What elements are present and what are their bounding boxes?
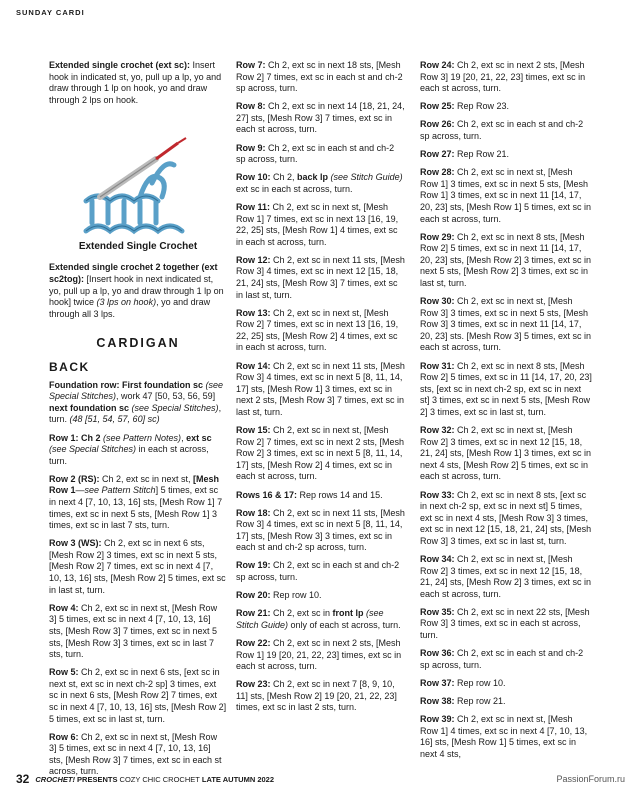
row-38: Row 38: Rep row 21. (420, 695, 506, 706)
heading-cardigan: CARDIGAN (96, 336, 180, 351)
row-27: Row 27: Rep Row 21. (420, 149, 510, 160)
ext-sc-illustration (78, 113, 198, 243)
column-3 (420, 60, 592, 767)
column-2 (236, 60, 406, 721)
footer-title: COZY CHIC CROCHET (119, 775, 200, 784)
paragraph-ext-sc: Extended single crochet (ext sc): Insert hook in indicated st, yo, pull up a lp, yo and draw through 1 lp on hook, yo and draw through 2 lps on hook. (49, 60, 222, 105)
row-20: Row 20: Rep row 10. (236, 590, 322, 601)
row-36: Row 36: Ch 2, ext sc in each st and ch-2 sp across, turn. (420, 648, 584, 670)
row-11: Row 11: Ch 2, ext sc in next st, [Mesh Row 1] 7 times, ext sc in next 13 [16, 19, 22, 25] sts, [Mesh Row 1] 4 times, ext sc in each st across, turn. (236, 201, 399, 247)
row-37: Row 37: Rep row 10. (420, 677, 506, 688)
row-24: Row 24: Ch 2, ext sc in next 2 sts, [Mesh Row 3] 19 [20, 21, 22, 23] times, ext sc in each st across, turn. (420, 60, 586, 94)
row-26: Row 26: Ch 2, ext sc in each st and ch-2 sp across, turn. (420, 119, 584, 141)
row-12: Row 12: Ch 2, ext sc in next 11 sts, [Mesh Row 3] 4 times, ext sc in next 12 [15, 18, 21, 24] sts, [Mesh Row 3] 7 times, ext sc in last st, turn. (236, 254, 405, 300)
stitch-diagram (49, 113, 227, 243)
row-19: Row 19: Ch 2, ext sc in each st and ch-2 sp across, turn. (236, 560, 400, 583)
row-10: Row 10: Ch 2, back lp (see Stitch Guide) ext sc in each st across, turn. (236, 172, 403, 194)
row-15: Row 15: Ch 2, ext sc in next st, [Mesh Row 2] 7 times, ext sc in next 2 sts, [Mesh Row 2] 3 times, ext sc in next 5 [8, 11, 14, 17] sts, [Mesh Row 2] 4 times, ext sc in each st across, turn. (236, 425, 405, 482)
page-footer: 32 CROCHET! PRESENTS COZY CHIC CROCHET LATE AUTUMN 2022 (16, 772, 275, 786)
row-1: Row 1: Ch 2 (see Pattern Notes), ext sc (see Special Stitches) in each st across, turn. (49, 432, 212, 466)
footer-issue: LATE AUTUMN 2022 (199, 775, 275, 784)
row-34: Row 34: Ch 2, ext sc in next st, [Mesh Row 2] 3 times, ext sc in next 12 [15, 18, 21, 24] sts, [Mesh Row 2] 3 times, ext sc in each st across, turn. (420, 553, 592, 599)
column-1 (49, 60, 227, 785)
section-header: SUNDAY CARDI (16, 8, 85, 17)
row-3: Row 3 (WS): Ch 2, ext sc in next 6 sts, [Mesh Row 2] 3 times, ext sc in next 5 sts, [Mesh Row 2] 7 times, ext sc in next 4 [7, 10, 13, 16] sts, [Mesh Row 2] 5 times, ext sc in last st, turn. (49, 538, 226, 595)
rows-16-17: Rows 16 & 17: Rep rows 14 and 15. (236, 489, 383, 500)
row-35: Row 35: Ch 2, ext sc in next 22 sts, [Mesh Row 3] 3 times, ext sc in each st across, turn. (420, 606, 590, 641)
row-14: Row 14: Ch 2, ext sc in next 11 sts, [Mesh Row 3] 4 times, ext sc in next 5 [8, 11, 14, 17] sts, [Mesh Row 1] 3 times, ext sc in next 2 sts, [Mesh Row 3] 7 times, ext sc in last st, turn. (236, 360, 405, 417)
row-25: Row 25: Rep Row 23. (420, 101, 510, 112)
row-9: Row 9: Ch 2, ext sc in each st and ch-2 sp across, turn. (236, 142, 395, 165)
heading-back: BACK (49, 360, 90, 375)
diagram-caption: Extended Single Crochet (78, 240, 198, 252)
row-21: Row 21: Ch 2, ext sc in front lp (see Stitch Guide) only of each st across, turn. (236, 608, 401, 630)
row-39: Row 39: Ch 2, ext sc in next st, [Mesh Row 1] 4 times, ext sc in next 4 [7, 10, 13, 16] sts, [Mesh Row 1] 5 times, ext sc in next 4 sts, (420, 714, 588, 759)
row-22: Row 22: Ch 2, ext sc in next 2 sts, [Mesh Row 1] 19 [20, 21, 22, 23] times, ext sc in each st across, turn. (236, 637, 402, 672)
page-number: 32 (16, 772, 30, 786)
row-8: Row 8: Ch 2, ext sc in next 14 [18, 21, 24, 27] sts, [Mesh Row 3] 7 times, ext sc in each st across, turn. (236, 101, 405, 135)
row-30: Row 30: Ch 2, ext sc in next st, [Mesh Row 3] 3 times, ext sc in next 5 sts, [Mesh Row 3] 3 times, ext sc in next 11 [14, 17, 20, 23] sts. [Mesh Row 3] 5 times, ext sc in each st across, turn. (420, 296, 592, 353)
row-29: Row 29: Ch 2, ext sc in next 8 sts, [Mesh Row 2] 5 times, ext sc in next 11 [14, 17, 20, 23] sts, [Mesh Row 2] 3 times, ext sc in next 5 sts, [Mesh Row 2] 3 times, ext sc in last st, turn. (420, 231, 592, 288)
row-23: Row 23: Ch 2, ext sc in next 7 [8, 9, 10, 11] sts, [Mesh Row 2] 19 [20, 21, 22, 23] times, ext sc in last 2 sts, turn. (236, 679, 397, 713)
row-7: Row 7: Ch 2, ext sc in next 18 sts, [Mesh Row 2] 7 times, ext sc in each st and ch-2 sp across, turn. (236, 60, 403, 94)
row-31: Row 31: Ch 2, ext sc in next 8 sts, [Mesh Row 2] 5 times, ext sc in 11 [14, 17, 20, 23] sts, [ext sc in next ch-2 sp, ext sc in next st] 3 times, ext sc in next 5 sts, [Mesh Row 2] 3 times, ext sc in last st, turn. (420, 360, 592, 417)
row-13: Row 13: Ch 2, ext sc in next st, [Mesh Row 2] 7 times, ext sc in next 13 [16, 19, 22, 25] sts, [Mesh Row 2] 4 times, ext sc in each st across, turn. (236, 307, 399, 353)
row-5: Row 5: Ch 2, ext sc in next 6 sts, [ext sc in next st, ext sc in next ch-2 sp] 3 times, ext sc in next 6 sts, [Mesh Row 2] 7 times, ext sc in next 4 [7, 10, 13, 16] sts, [Mesh Row 2] 5 times, ext sc in last st, turn. (49, 667, 227, 724)
paragraph-ext-sc2tog: Extended single crochet 2 together (ext sc2tog): [Insert hook in next indicated st, yo, pull up a lp, yo and draw through 1 lp on hook] twice (3 lps on hook), yo and draw through all 3 lps. (49, 262, 224, 319)
row-4: Row 4: Ch 2, ext sc in next st, [Mesh Row 3] 5 times, ext sc in next 4 [7, 10, 13, 16] sts, [Mesh Row 3] 7 times, ext sc in next 5 sts, [Mesh Row 3] 3 times, ext sc in last 7 sts, turn. (49, 602, 218, 660)
row-18: Row 18: Ch 2, ext sc in next 11 sts, [Mesh Row 3] 4 times, ext sc in next 5 [8, 11, 14, 17] sts, [Mesh Row 3] 3 times, ext sc in each st and ch-2 sp across, turn. (236, 507, 405, 553)
row-33: Row 33: Ch 2, ext sc in next 8 sts, [ext sc in next ch-2 sp, ext sc in next st] 5 times, ext sc in next 4 sts, [Mesh Row 3] 3 times, ext sc in next 12 [15, 18, 21, 24] sts, [Mesh Row 3] 3 times, ext sc in last st, turn. (420, 489, 592, 546)
watermark: PassionForum.ru (556, 774, 625, 784)
row-28: Row 28: Ch 2, ext sc in next st, [Mesh Row 1] 3 times, ext sc in next 5 sts, [Mesh Row 1] 3 times, ext sc in next 11 [14, 17, 20, 23] sts, [Mesh Row 1] 5 times, ext sc in each st across, turn. (420, 167, 592, 224)
row-32: Row 32: Ch 2, ext sc in next st, [Mesh Row 2] 3 times, ext sc in next 12 [15, 18, 21, 24] sts, [Mesh Row 1] 3 times, ext sc in next 4 sts, [Mesh Row 2] 5 times, ext sc in each st across, turn. (420, 425, 592, 482)
footer-brand: CROCHET! (35, 775, 75, 784)
row-2: Row 2 (RS): Ch 2, ext sc in next st, [Mesh Row 1—see Pattern Stitch] 5 times, ext sc in next 4 [7, 10, 13, 16] sts, [Mesh Row 1] 7 times, ext sc in next 5 sts, [Mesh Row 1] 3 times, ext sc in last 7 sts, turn. (49, 473, 223, 531)
foundation-row: Foundation row: First foundation sc (see Special Stitches), work 47 [50, 53, 56, 59] next foundation sc (see Special Stitches), turn. (48 [51, 54, 57, 60] sc) (49, 379, 223, 425)
row-6: Row 6: Ch 2, ext sc in next st, [Mesh Row 3] 5 times, ext sc in next 4 [7, 10, 13, 16] sts, [Mesh Row 3] 7 times, ext sc in each st across, turn. (49, 731, 222, 777)
